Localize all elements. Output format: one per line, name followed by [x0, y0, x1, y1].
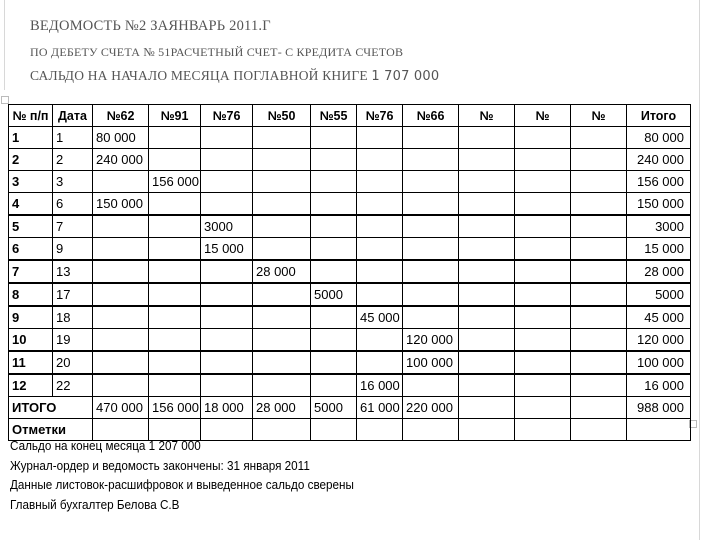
column-header: №76	[201, 105, 253, 127]
amount-cell	[357, 260, 403, 283]
table-row	[9, 374, 691, 397]
amount-cell	[201, 329, 253, 352]
amount-cell	[201, 374, 253, 397]
amount-cell	[357, 149, 403, 171]
empty-cell	[515, 193, 571, 216]
amount-cell: 3000	[201, 215, 253, 238]
empty-cell	[515, 351, 571, 374]
amount-cell	[149, 306, 201, 329]
empty-cell	[459, 374, 515, 397]
row-total: 45 000	[627, 306, 691, 329]
amount-cell	[93, 306, 149, 329]
empty-cell	[459, 238, 515, 261]
ledger-table	[8, 104, 691, 441]
row-number: 4	[9, 193, 53, 216]
row-date: 6	[53, 193, 93, 216]
amount-cell	[253, 374, 311, 397]
amount-cell	[311, 193, 357, 216]
statement-title: ВЕДОМОСТЬ №2 ЗАЯНВАРЬ 2011.Г	[30, 18, 271, 34]
amount-cell: 5000	[311, 283, 357, 306]
amount-cell	[357, 171, 403, 193]
empty-cell	[515, 397, 571, 419]
empty-cell	[515, 283, 571, 306]
row-total: 16 000	[627, 374, 691, 397]
amount-cell	[357, 193, 403, 216]
amount-cell	[93, 351, 149, 374]
amount-cell	[403, 149, 459, 171]
column-header: №76	[357, 105, 403, 127]
row-number: 6	[9, 238, 53, 261]
amount-cell	[93, 329, 149, 352]
amount-cell: 240 000	[93, 149, 149, 171]
column-header: №66	[403, 105, 459, 127]
column-header: №	[571, 105, 627, 127]
table-row	[9, 351, 691, 374]
total-amount-cell: 61 000	[357, 397, 403, 419]
amount-cell	[93, 215, 149, 238]
amount-cell	[201, 306, 253, 329]
amount-cell	[201, 127, 253, 149]
amount-cell	[403, 238, 459, 261]
column-header: №62	[93, 105, 149, 127]
marks-label: Отметки	[9, 419, 93, 441]
amount-cell	[403, 283, 459, 306]
row-total: 100 000	[627, 351, 691, 374]
amount-cell: 120 000	[403, 329, 459, 352]
amount-cell	[93, 171, 149, 193]
empty-cell	[515, 149, 571, 171]
empty-cell	[459, 171, 515, 193]
total-amount-cell: 28 000	[253, 397, 311, 419]
amount-cell: 15 000	[201, 238, 253, 261]
empty-cell	[571, 127, 627, 149]
amount-cell	[311, 306, 357, 329]
document-header	[30, 18, 690, 84]
amount-cell	[201, 193, 253, 216]
amount-cell	[93, 283, 149, 306]
row-total: 150 000	[627, 193, 691, 216]
opening-balance-label: САЛЬДО НА НАЧАЛО МЕСЯЦА ПОГЛАВНОЙ КНИГЕ	[30, 68, 368, 83]
row-total: 3000	[627, 215, 691, 238]
amount-cell	[311, 374, 357, 397]
amount-cell	[403, 127, 459, 149]
empty-cell	[459, 215, 515, 238]
empty-cell	[627, 419, 691, 441]
amount-cell	[311, 238, 357, 261]
table-header-row	[9, 105, 691, 127]
amount-cell	[201, 351, 253, 374]
amount-cell	[253, 149, 311, 171]
total-amount-cell: 5000	[311, 397, 357, 419]
empty-cell	[459, 306, 515, 329]
slide-right-border	[699, 0, 700, 540]
row-total: 156 000	[627, 171, 691, 193]
table-row	[9, 238, 691, 261]
amount-cell: 45 000	[357, 306, 403, 329]
row-number: 8	[9, 283, 53, 306]
row-total: 5000	[627, 283, 691, 306]
amount-cell: 28 000	[253, 260, 311, 283]
verification-note: Данные листовок-расшифровок и выведенное сальдо сверены	[10, 477, 354, 492]
amount-cell	[149, 193, 201, 216]
amount-cell	[201, 171, 253, 193]
empty-cell	[515, 238, 571, 261]
empty-cell	[515, 419, 571, 441]
amount-cell	[357, 283, 403, 306]
amount-cell	[253, 283, 311, 306]
row-total: 80 000	[627, 127, 691, 149]
empty-cell	[571, 397, 627, 419]
amount-cell	[311, 329, 357, 352]
amount-cell	[357, 351, 403, 374]
total-amount-cell: 156 000	[149, 397, 201, 419]
total-amount-cell: 220 000	[403, 397, 459, 419]
amount-cell	[201, 283, 253, 306]
empty-cell	[571, 260, 627, 283]
row-number: 7	[9, 260, 53, 283]
table-row	[9, 171, 691, 193]
table-row	[9, 260, 691, 283]
row-number: 5	[9, 215, 53, 238]
empty-cell	[571, 374, 627, 397]
row-total: 15 000	[627, 238, 691, 261]
grand-total: 988 000	[627, 397, 691, 419]
amount-cell	[253, 171, 311, 193]
row-number: 12	[9, 374, 53, 397]
row-date: 19	[53, 329, 93, 352]
empty-cell	[459, 351, 515, 374]
amount-cell	[149, 283, 201, 306]
row-number: 11	[9, 351, 53, 374]
empty-cell	[571, 149, 627, 171]
amount-cell	[403, 215, 459, 238]
column-header: №55	[311, 105, 357, 127]
chief-accountant: Главный бухгалтер Белова С.В	[10, 496, 180, 512]
total-amount-cell: 18 000	[201, 397, 253, 419]
opening-balance	[30, 68, 690, 84]
column-header: №	[515, 105, 571, 127]
totals-label: ИТОГО	[9, 397, 93, 419]
amount-cell	[253, 127, 311, 149]
column-header: Дата	[53, 105, 93, 127]
table-row	[9, 149, 691, 171]
amount-cell	[253, 238, 311, 261]
empty-cell	[515, 306, 571, 329]
amount-cell: 16 000	[357, 374, 403, 397]
empty-cell	[459, 397, 515, 419]
empty-cell	[459, 329, 515, 352]
closing-balance: Сальдо на конец месяца 1 207 000	[10, 438, 201, 453]
amount-cell	[93, 260, 149, 283]
empty-cell	[459, 193, 515, 216]
amount-cell	[149, 329, 201, 352]
row-date: 2	[53, 149, 93, 171]
table-row	[9, 306, 691, 329]
empty-cell	[515, 374, 571, 397]
empty-cell	[571, 238, 627, 261]
column-header: №50	[253, 105, 311, 127]
empty-cell	[459, 260, 515, 283]
column-header: № п/п	[9, 105, 53, 127]
amount-cell	[149, 260, 201, 283]
amount-cell	[253, 306, 311, 329]
amount-cell	[149, 374, 201, 397]
totals-row	[9, 397, 691, 419]
row-date: 9	[53, 238, 93, 261]
amount-cell	[357, 329, 403, 352]
empty-cell	[571, 215, 627, 238]
row-total: 28 000	[627, 260, 691, 283]
amount-cell	[149, 351, 201, 374]
amount-cell	[253, 215, 311, 238]
empty-cell	[571, 329, 627, 352]
amount-cell	[253, 351, 311, 374]
amount-cell	[201, 149, 253, 171]
journal-closed-note: Журнал-ордер и ведомость закончены: 31 января 2011	[10, 457, 310, 473]
amount-cell	[403, 193, 459, 216]
table-row	[9, 329, 691, 352]
amount-cell	[149, 215, 201, 238]
amount-cell	[403, 306, 459, 329]
row-date: 17	[53, 283, 93, 306]
row-number: 1	[9, 127, 53, 149]
empty-cell	[459, 149, 515, 171]
amount-cell	[357, 238, 403, 261]
amount-cell	[311, 215, 357, 238]
slide-corner-marker	[1, 96, 9, 104]
row-date: 3	[53, 171, 93, 193]
amount-cell	[201, 260, 253, 283]
row-number: 10	[9, 329, 53, 352]
amount-cell	[311, 171, 357, 193]
amount-cell	[93, 374, 149, 397]
row-date: 1	[53, 127, 93, 149]
amount-cell	[403, 260, 459, 283]
table-row	[9, 283, 691, 306]
amount-cell	[93, 238, 149, 261]
column-header: Итого	[627, 105, 691, 127]
statement-subtitle: ПО ДЕБЕТУ СЧЕТА № 51РАСЧЕТНЫЙ СЧЕТ- С КРЕДИТА СЧЕТОВ	[30, 45, 404, 59]
row-total: 240 000	[627, 149, 691, 171]
amount-cell	[403, 374, 459, 397]
row-number: 2	[9, 149, 53, 171]
empty-cell	[515, 329, 571, 352]
table-row	[9, 127, 691, 149]
empty-cell	[571, 283, 627, 306]
amount-cell	[253, 193, 311, 216]
column-header: №	[459, 105, 515, 127]
amount-cell	[311, 260, 357, 283]
empty-cell	[515, 215, 571, 238]
empty-cell	[459, 419, 515, 441]
total-amount-cell: 470 000	[93, 397, 149, 419]
document-footer	[10, 436, 410, 514]
amount-cell: 156 000	[149, 171, 201, 193]
amount-cell	[403, 171, 459, 193]
amount-cell	[357, 127, 403, 149]
empty-cell	[571, 306, 627, 329]
empty-cell	[515, 260, 571, 283]
table-row	[9, 193, 691, 216]
row-number: 9	[9, 306, 53, 329]
empty-cell	[571, 193, 627, 216]
slide-left-border	[4, 0, 5, 90]
row-date: 18	[53, 306, 93, 329]
amount-cell	[149, 149, 201, 171]
column-header: №91	[149, 105, 201, 127]
empty-cell	[515, 171, 571, 193]
empty-cell	[571, 419, 627, 441]
amount-cell: 150 000	[93, 193, 149, 216]
row-date: 13	[53, 260, 93, 283]
amount-cell	[311, 149, 357, 171]
empty-cell	[571, 351, 627, 374]
amount-cell	[311, 351, 357, 374]
row-date: 20	[53, 351, 93, 374]
empty-cell	[571, 171, 627, 193]
amount-cell	[253, 329, 311, 352]
amount-cell	[311, 127, 357, 149]
row-total: 120 000	[627, 329, 691, 352]
amount-cell: 80 000	[93, 127, 149, 149]
ledger-table-container	[8, 104, 690, 441]
amount-cell	[149, 127, 201, 149]
empty-cell	[403, 419, 459, 441]
amount-cell	[149, 238, 201, 261]
amount-cell: 100 000	[403, 351, 459, 374]
table-row	[9, 215, 691, 238]
empty-cell	[459, 283, 515, 306]
empty-cell	[515, 127, 571, 149]
empty-cell	[459, 127, 515, 149]
row-date: 22	[53, 374, 93, 397]
amount-cell	[357, 215, 403, 238]
ledger-body	[9, 127, 691, 441]
row-date: 7	[53, 215, 93, 238]
opening-balance-amount: 1 707 000	[371, 69, 440, 84]
row-number: 3	[9, 171, 53, 193]
